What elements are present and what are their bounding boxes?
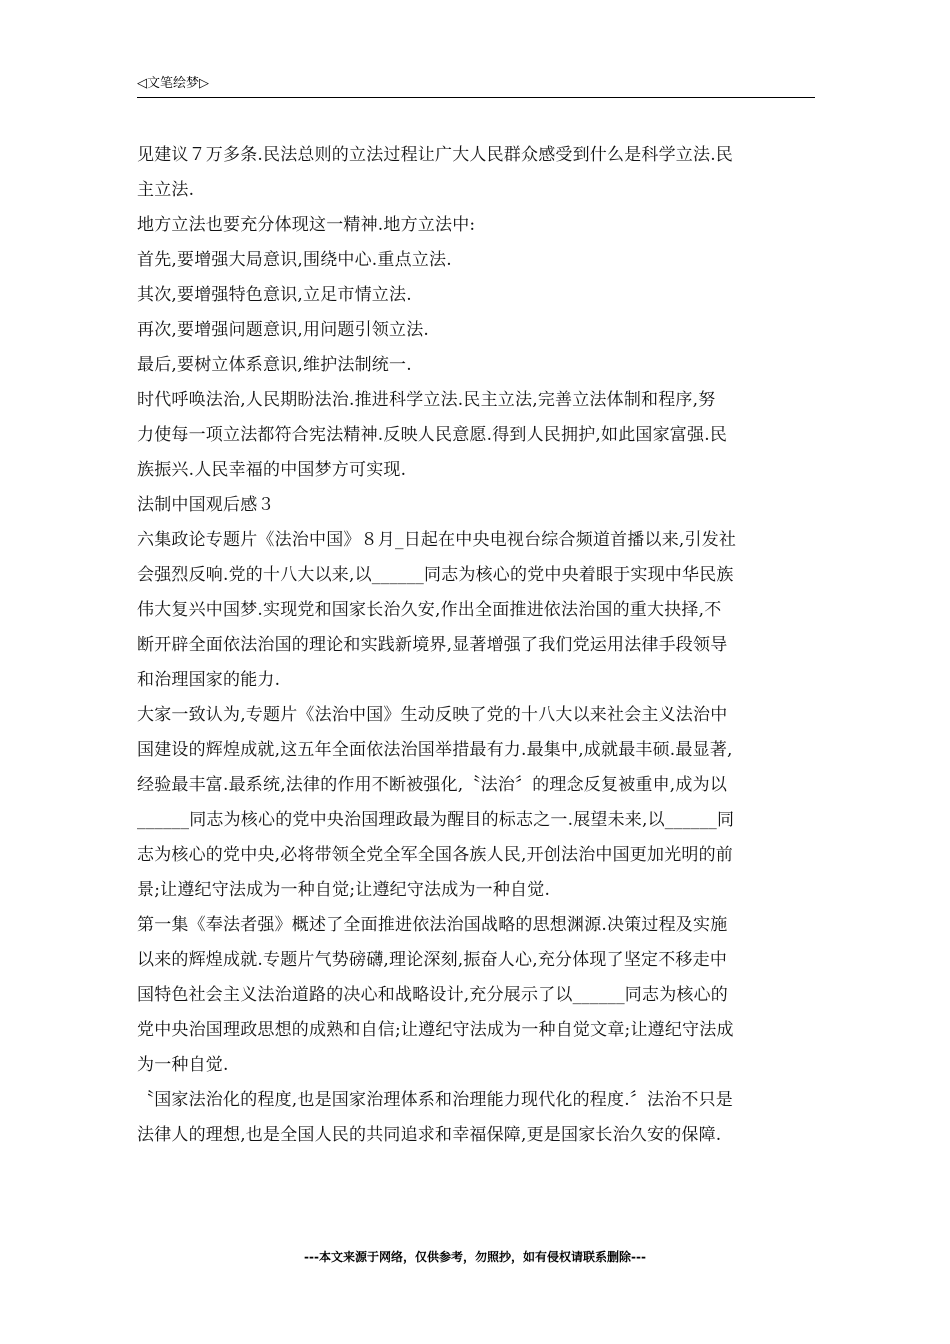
text-line: 主立法. [137, 180, 195, 200]
footer-disclaimer: ---本文来源于网络，仅供参考，勿照抄，如有侵权请联系删除--- [304, 1250, 646, 1264]
text-line: 和治理国家的能力. [137, 670, 281, 690]
text-line: 首先,要增强大局意识,围绕中心.重点立法. [137, 250, 452, 270]
text-line: 景;让遵纪守法成为一种自觉;让遵纪守法成为一种自觉. [137, 880, 551, 900]
text-line: 地方立法也要充分体现这一精神.地方立法中: [137, 215, 476, 235]
text-line: 国建设的辉煌成就,这五年全面依法治国举措最有力.最集中,成就最丰硕.最显著, [137, 740, 733, 760]
text-line: 〝国家法治化的程度,也是国家治理体系和治理能力现代化的程度.〞法治不只是 [137, 1090, 734, 1110]
text-line: 力使每一项立法都符合宪法精神.反映人民意愿.得到人民拥护,如此国家富强.民 [137, 425, 728, 445]
text-line: 大家一致认为,专题片《法治中国》生动反映了党的十八大以来社会主义法治中 [137, 705, 728, 725]
text-line: 见建议７万多条.民法总则的立法过程让广大人民群众感受到什么是科学立法.民 [137, 145, 734, 165]
document-body [137, 138, 815, 1153]
brand-name: 文笔绘梦 [147, 76, 200, 91]
right-triangle-icon: ▷ [199, 76, 210, 91]
text-line: 断开辟全面依法治国的理论和实践新境界,显著增强了我们党运用法律手段领导 [137, 635, 728, 655]
text-line: 会强烈反响.党的十八大以来,以______同志为核心的党中央着眼于实现中华民族 [137, 565, 734, 585]
text-line: 党中央治国理政思想的成熟和自信;让遵纪守法成为一种自觉文章;让遵纪守法成 [137, 1020, 734, 1040]
text-line: 国特色社会主义法治道路的决心和战略设计,充分展示了以______同志为核心的 [137, 985, 729, 1005]
text-line: 再次,要增强问题意识,用问题引领立法. [137, 320, 430, 340]
text-line: 族振兴.人民幸福的中国梦方可实现. [137, 460, 407, 480]
left-triangle-icon: ◁ [137, 76, 147, 91]
text-line: 六集政论专题片《法治中国》８月_日起在中央电视台综合频道首播以来,引发社 [137, 530, 737, 550]
text-line: 以来的辉煌成就.专题片气势磅礴,理论深刻,振奋人心,充分体现了坚定不移走中 [137, 950, 728, 970]
text-line: 法制中国观后感３ [137, 495, 275, 515]
text-line: 为一种自觉. [137, 1055, 229, 1075]
text-line: ______同志为核心的党中央治国理政最为醒目的标志之一.展望未来,以______同 [137, 810, 735, 830]
text-line: 其次,要增强特色意识,立足市情立法. [137, 285, 412, 305]
text-line: 经验最丰富.最系统,法律的作用不断被强化,〝法治〞的理念反复被重申,成为以 [137, 775, 728, 795]
text-line: 时代呼唤法治,人民期盼法治.推进科学立法.民主立法,完善立法体制和程序,努 [137, 390, 716, 410]
text-line: 伟大复兴中国梦.实现党和国家长治久安,作出全面推进依法治国的重大抉择,不 [137, 600, 722, 620]
text-line: 志为核心的党中央,必将带领全党全军全国各族人民,开创法治中国更加光明的前 [137, 845, 734, 865]
text-line: 最后,要树立体系意识,维护法制统一. [137, 355, 412, 375]
brand-logo [137, 75, 209, 93]
text-line: 第一集《奉法者强》概述了全面推进依法治国战略的思想渊源.决策过程及实施 [137, 915, 728, 935]
page-header [137, 75, 815, 98]
text-line: 法律人的理想,也是全国人民的共同追求和幸福保障,更是国家长治久安的保障. [137, 1125, 722, 1145]
